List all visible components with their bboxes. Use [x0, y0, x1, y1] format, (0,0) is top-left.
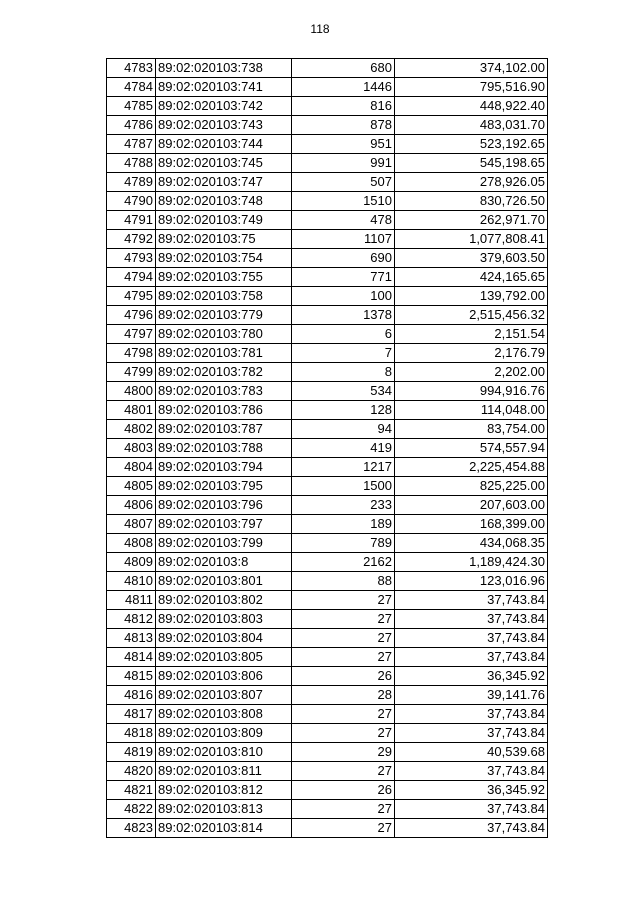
- cadastral-number-cell: 89:02:020103:8: [156, 553, 292, 572]
- area-cell: 2162: [292, 553, 395, 572]
- value-cell: 1,189,424.30: [395, 553, 548, 572]
- table-row: [107, 572, 548, 591]
- cadastral-number-cell: 89:02:020103:738: [156, 59, 292, 78]
- row-number-cell: 4789: [107, 173, 156, 192]
- area-cell: 771: [292, 268, 395, 287]
- row-number-cell: 4794: [107, 268, 156, 287]
- value-cell: 37,743.84: [395, 648, 548, 667]
- table-row: [107, 648, 548, 667]
- table-row: [107, 686, 548, 705]
- cadastral-number-cell: 89:02:020103:811: [156, 762, 292, 781]
- table-row: [107, 705, 548, 724]
- area-cell: 680: [292, 59, 395, 78]
- table-row: [107, 800, 548, 819]
- row-number-cell: 4812: [107, 610, 156, 629]
- area-cell: 100: [292, 287, 395, 306]
- area-cell: 878: [292, 116, 395, 135]
- table-row: [107, 762, 548, 781]
- cadastral-number-cell: 89:02:020103:783: [156, 382, 292, 401]
- table-row: [107, 78, 548, 97]
- value-cell: 168,399.00: [395, 515, 548, 534]
- area-cell: 6: [292, 325, 395, 344]
- area-cell: 27: [292, 705, 395, 724]
- area-cell: 94: [292, 420, 395, 439]
- cadastral-number-cell: 89:02:020103:741: [156, 78, 292, 97]
- row-number-cell: 4808: [107, 534, 156, 553]
- cadastral-number-cell: 89:02:020103:748: [156, 192, 292, 211]
- area-cell: 1378: [292, 306, 395, 325]
- row-number-cell: 4803: [107, 439, 156, 458]
- row-number-cell: 4804: [107, 458, 156, 477]
- cadastral-number-cell: 89:02:020103:795: [156, 477, 292, 496]
- cadastral-number-cell: 89:02:020103:796: [156, 496, 292, 515]
- area-cell: 27: [292, 648, 395, 667]
- table-row: [107, 534, 548, 553]
- cadastral-number-cell: 89:02:020103:780: [156, 325, 292, 344]
- cadastral-number-cell: 89:02:020103:75: [156, 230, 292, 249]
- cadastral-number-cell: 89:02:020103:787: [156, 420, 292, 439]
- cadastral-number-cell: 89:02:020103:806: [156, 667, 292, 686]
- value-cell: 2,225,454.88: [395, 458, 548, 477]
- area-cell: 8: [292, 363, 395, 382]
- area-cell: 27: [292, 629, 395, 648]
- value-cell: 278,926.05: [395, 173, 548, 192]
- area-cell: 816: [292, 97, 395, 116]
- cadastral-number-cell: 89:02:020103:747: [156, 173, 292, 192]
- cadastral-number-cell: 89:02:020103:781: [156, 344, 292, 363]
- value-cell: 795,516.90: [395, 78, 548, 97]
- area-cell: 26: [292, 667, 395, 686]
- cadastral-number-cell: 89:02:020103:809: [156, 724, 292, 743]
- area-cell: 27: [292, 724, 395, 743]
- cadastral-number-cell: 89:02:020103:743: [156, 116, 292, 135]
- row-number-cell: 4809: [107, 553, 156, 572]
- row-number-cell: 4793: [107, 249, 156, 268]
- cadastral-number-cell: 89:02:020103:755: [156, 268, 292, 287]
- row-number-cell: 4806: [107, 496, 156, 515]
- cadastral-number-cell: 89:02:020103:813: [156, 800, 292, 819]
- row-number-cell: 4820: [107, 762, 156, 781]
- value-cell: 207,603.00: [395, 496, 548, 515]
- value-cell: 123,016.96: [395, 572, 548, 591]
- value-cell: 37,743.84: [395, 724, 548, 743]
- table-row: [107, 344, 548, 363]
- table-row: [107, 230, 548, 249]
- value-cell: 374,102.00: [395, 59, 548, 78]
- cadastral-number-cell: 89:02:020103:744: [156, 135, 292, 154]
- area-cell: 1446: [292, 78, 395, 97]
- value-cell: 37,743.84: [395, 762, 548, 781]
- row-number-cell: 4786: [107, 116, 156, 135]
- cadastral-number-cell: 89:02:020103:782: [156, 363, 292, 382]
- cadastral-number-cell: 89:02:020103:779: [156, 306, 292, 325]
- value-cell: 36,345.92: [395, 667, 548, 686]
- row-number-cell: 4818: [107, 724, 156, 743]
- area-cell: 27: [292, 819, 395, 838]
- value-cell: 448,922.40: [395, 97, 548, 116]
- row-number-cell: 4797: [107, 325, 156, 344]
- table-row: [107, 420, 548, 439]
- cadastral-number-cell: 89:02:020103:788: [156, 439, 292, 458]
- cadastral-number-cell: 89:02:020103:749: [156, 211, 292, 230]
- cadastral-number-cell: 89:02:020103:754: [156, 249, 292, 268]
- area-cell: 1510: [292, 192, 395, 211]
- value-cell: 262,971.70: [395, 211, 548, 230]
- table-row: [107, 743, 548, 762]
- value-cell: 2,151.54: [395, 325, 548, 344]
- table-row: [107, 477, 548, 496]
- table-row: [107, 667, 548, 686]
- value-cell: 1,077,808.41: [395, 230, 548, 249]
- table-row: [107, 211, 548, 230]
- area-cell: 789: [292, 534, 395, 553]
- value-cell: 830,726.50: [395, 192, 548, 211]
- row-number-cell: 4822: [107, 800, 156, 819]
- row-number-cell: 4816: [107, 686, 156, 705]
- table-row: [107, 306, 548, 325]
- row-number-cell: 4807: [107, 515, 156, 534]
- area-cell: 478: [292, 211, 395, 230]
- table-row: [107, 781, 548, 800]
- table-row: [107, 173, 548, 192]
- cadastral-number-cell: 89:02:020103:794: [156, 458, 292, 477]
- table-row: [107, 458, 548, 477]
- row-number-cell: 4810: [107, 572, 156, 591]
- table-row: [107, 97, 548, 116]
- row-number-cell: 4800: [107, 382, 156, 401]
- value-cell: 36,345.92: [395, 781, 548, 800]
- row-number-cell: 4821: [107, 781, 156, 800]
- cadastral-number-cell: 89:02:020103:805: [156, 648, 292, 667]
- row-number-cell: 4790: [107, 192, 156, 211]
- row-number-cell: 4813: [107, 629, 156, 648]
- row-number-cell: 4798: [107, 344, 156, 363]
- area-cell: 1217: [292, 458, 395, 477]
- table-row: [107, 591, 548, 610]
- value-cell: 424,165.65: [395, 268, 548, 287]
- table-row: [107, 287, 548, 306]
- value-cell: 37,743.84: [395, 800, 548, 819]
- table-row: [107, 154, 548, 173]
- row-number-cell: 4805: [107, 477, 156, 496]
- row-number-cell: 4801: [107, 401, 156, 420]
- row-number-cell: 4819: [107, 743, 156, 762]
- cadastral-number-cell: 89:02:020103:814: [156, 819, 292, 838]
- value-cell: 37,743.84: [395, 610, 548, 629]
- value-cell: 574,557.94: [395, 439, 548, 458]
- area-cell: 189: [292, 515, 395, 534]
- value-cell: 37,743.84: [395, 591, 548, 610]
- row-number-cell: 4817: [107, 705, 156, 724]
- table-row: [107, 439, 548, 458]
- row-number-cell: 4792: [107, 230, 156, 249]
- cadastral-number-cell: 89:02:020103:804: [156, 629, 292, 648]
- cadastral-number-cell: 89:02:020103:758: [156, 287, 292, 306]
- cadastral-number-cell: 89:02:020103:810: [156, 743, 292, 762]
- area-cell: 1107: [292, 230, 395, 249]
- table-row: [107, 116, 548, 135]
- value-cell: 40,539.68: [395, 743, 548, 762]
- cadastral-number-cell: 89:02:020103:799: [156, 534, 292, 553]
- area-cell: 690: [292, 249, 395, 268]
- row-number-cell: 4785: [107, 97, 156, 116]
- table-row: [107, 610, 548, 629]
- area-cell: 507: [292, 173, 395, 192]
- cadastral-number-cell: 89:02:020103:802: [156, 591, 292, 610]
- table-row: [107, 59, 548, 78]
- area-cell: 534: [292, 382, 395, 401]
- cadastral-number-cell: 89:02:020103:808: [156, 705, 292, 724]
- table-row: [107, 819, 548, 838]
- row-number-cell: 4815: [107, 667, 156, 686]
- cadastral-number-cell: 89:02:020103:807: [156, 686, 292, 705]
- area-cell: 7: [292, 344, 395, 363]
- row-number-cell: 4788: [107, 154, 156, 173]
- table-row: [107, 496, 548, 515]
- value-cell: 483,031.70: [395, 116, 548, 135]
- row-number-cell: 4791: [107, 211, 156, 230]
- table-row: [107, 192, 548, 211]
- area-cell: 88: [292, 572, 395, 591]
- value-cell: 2,515,456.32: [395, 306, 548, 325]
- area-cell: 29: [292, 743, 395, 762]
- row-number-cell: 4811: [107, 591, 156, 610]
- value-cell: 545,198.65: [395, 154, 548, 173]
- value-cell: 139,792.00: [395, 287, 548, 306]
- cadastral-number-cell: 89:02:020103:745: [156, 154, 292, 173]
- row-number-cell: 4783: [107, 59, 156, 78]
- row-number-cell: 4823: [107, 819, 156, 838]
- value-cell: 994,916.76: [395, 382, 548, 401]
- area-cell: 26: [292, 781, 395, 800]
- table-row: [107, 268, 548, 287]
- value-cell: 434,068.35: [395, 534, 548, 553]
- cadastral-number-cell: 89:02:020103:786: [156, 401, 292, 420]
- value-cell: 37,743.84: [395, 819, 548, 838]
- value-cell: 114,048.00: [395, 401, 548, 420]
- value-cell: 379,603.50: [395, 249, 548, 268]
- page-number: 118: [310, 22, 330, 36]
- row-number-cell: 4796: [107, 306, 156, 325]
- area-cell: 27: [292, 610, 395, 629]
- row-number-cell: 4814: [107, 648, 156, 667]
- area-cell: 951: [292, 135, 395, 154]
- row-number-cell: 4784: [107, 78, 156, 97]
- row-number-cell: 4802: [107, 420, 156, 439]
- area-cell: 419: [292, 439, 395, 458]
- cadastral-number-cell: 89:02:020103:742: [156, 97, 292, 116]
- cadastral-number-cell: 89:02:020103:812: [156, 781, 292, 800]
- value-cell: 37,743.84: [395, 705, 548, 724]
- table-row: [107, 382, 548, 401]
- table-row: [107, 363, 548, 382]
- table-row: [107, 325, 548, 344]
- value-cell: 37,743.84: [395, 629, 548, 648]
- value-cell: 523,192.65: [395, 135, 548, 154]
- row-number-cell: 4795: [107, 287, 156, 306]
- area-cell: 28: [292, 686, 395, 705]
- area-cell: 233: [292, 496, 395, 515]
- table-body: [107, 59, 548, 838]
- table-row: [107, 249, 548, 268]
- table-row: [107, 724, 548, 743]
- area-cell: 27: [292, 762, 395, 781]
- cadastral-number-cell: 89:02:020103:803: [156, 610, 292, 629]
- value-cell: 83,754.00: [395, 420, 548, 439]
- table-row: [107, 553, 548, 572]
- area-cell: 27: [292, 591, 395, 610]
- area-cell: 1500: [292, 477, 395, 496]
- area-cell: 991: [292, 154, 395, 173]
- cadastral-number-cell: 89:02:020103:797: [156, 515, 292, 534]
- cadastral-table: [106, 58, 548, 838]
- table-row: [107, 515, 548, 534]
- table-row: [107, 629, 548, 648]
- area-cell: 27: [292, 800, 395, 819]
- value-cell: 2,202.00: [395, 363, 548, 382]
- value-cell: 39,141.76: [395, 686, 548, 705]
- row-number-cell: 4799: [107, 363, 156, 382]
- row-number-cell: 4787: [107, 135, 156, 154]
- table-row: [107, 135, 548, 154]
- area-cell: 128: [292, 401, 395, 420]
- value-cell: 825,225.00: [395, 477, 548, 496]
- cadastral-number-cell: 89:02:020103:801: [156, 572, 292, 591]
- table-row: [107, 401, 548, 420]
- value-cell: 2,176.79: [395, 344, 548, 363]
